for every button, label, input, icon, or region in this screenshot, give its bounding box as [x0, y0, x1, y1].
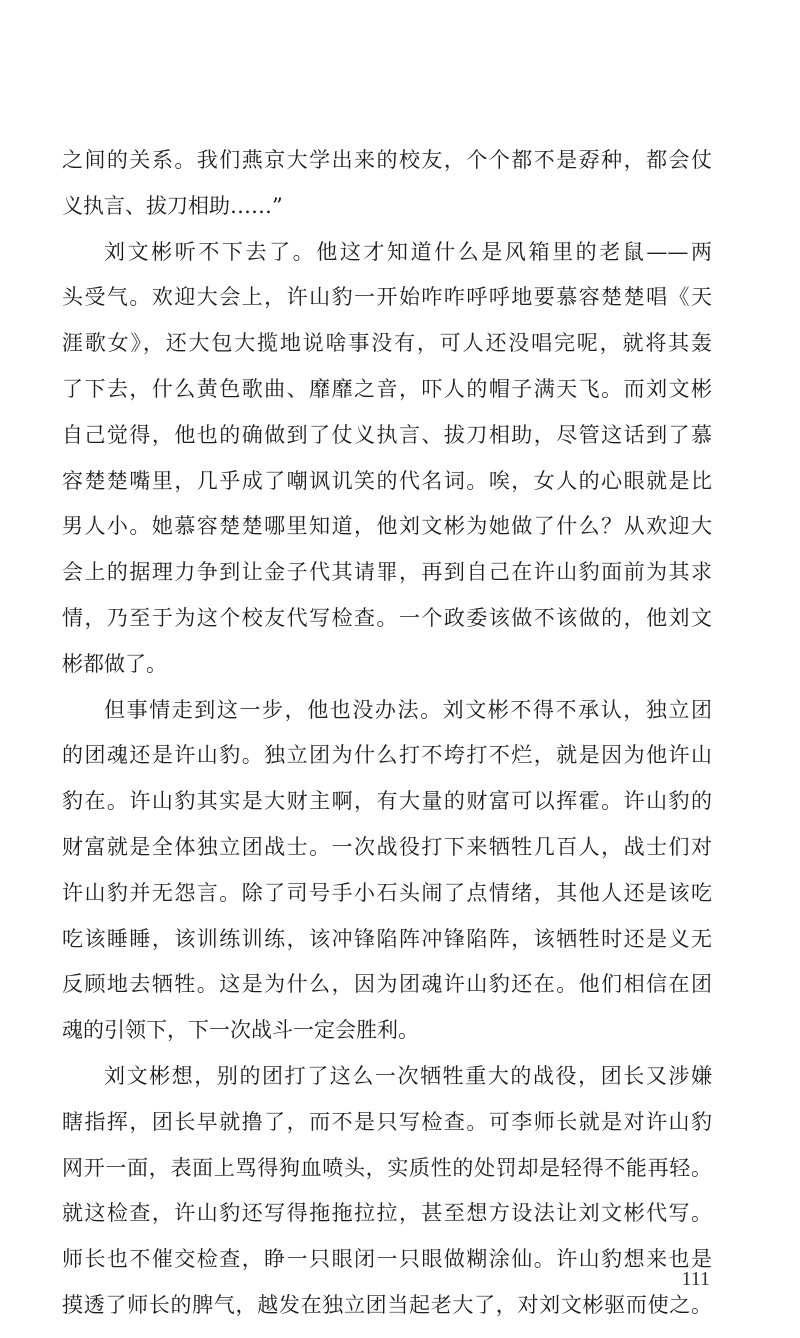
- text-line: 彬都做了。: [62, 651, 167, 676]
- text-line: 摸透了师长的脾气，越发在独立团当起老大了，对刘文彬驱而使之。: [62, 1292, 712, 1317]
- text-line: 了下去，什么黄色歌曲、靡靡之音，吓人的帽子满天飞。而刘文彬: [62, 376, 712, 401]
- text-line: 许山豹并无怨言。除了司号手小石头闹了点情绪，其他人还是该吃: [62, 880, 712, 905]
- text-line: 自己觉得，他也的确做到了仗义执言、拔刀相助，尽管这话到了慕: [62, 422, 712, 447]
- text-line: 魂的引领下，下一次战斗一定会胜利。: [62, 1018, 419, 1043]
- text-line: 头受气。欢迎大会上，许山豹一开始咋咋呼呼地要慕容楚楚唱《天: [62, 285, 712, 310]
- text-line: 涯歌女》，还大包大揽地说啥事没有，可人还没唱完呢，就将其轰: [62, 331, 712, 356]
- text-line: 吃该睡睡，该训练训练，该冲锋陷阵冲锋陷阵，该牺牲时还是义无: [62, 926, 712, 951]
- body-text: [62, 138, 712, 1329]
- text-line: 会上的据理力争到让金子代其请罪，再到自己在许山豹面前为其求: [62, 560, 712, 585]
- text-line: 刘文彬想，别的团打了这么一次牺牲重大的战役，团长又涉嫌: [104, 1063, 712, 1088]
- text-line: 男人小。她慕容楚楚哪里知道，他刘文彬为她做了什么？从欢迎大: [62, 514, 712, 539]
- text-line: 豹在。许山豹其实是大财主啊，有大量的财富可以挥霍。许山豹的: [62, 789, 712, 814]
- text-line: 反顾地去牺牲。这是为什么，因为团魂许山豹还在。他们相信在团: [62, 972, 712, 997]
- text-line: 之间的关系。我们燕京大学出来的校友，个个都不是孬种，都会仗: [62, 148, 712, 172]
- text-line: 瞎指挥，团长早就撸了，而不是只写检查。可李师长就是对许山豹: [62, 1109, 712, 1134]
- text-line: 刘文彬听不下去了。他这才知道什么是风箱里的老鼠——两: [104, 239, 712, 264]
- text-line: 就这检查，许山豹还写得拖拖拉拉，甚至想方设法让刘文彬代写。: [62, 1201, 712, 1226]
- text-line: 的团魂还是许山豹。独立团为什么打不垮打不烂，就是因为他许山: [62, 743, 712, 768]
- text-line: 义执言、拔刀相助……”: [62, 193, 283, 218]
- text-line: 容楚楚嘴里，几乎成了嘲讽讥笑的代名词。唉，女人的心眼就是比: [62, 468, 712, 493]
- text-line: 财富就是全体独立团战士。一次战役打下来牺牲几百人，战士们对: [62, 834, 712, 859]
- page-number: 111: [681, 1268, 710, 1290]
- text-line: 网开一面，表面上骂得狗血喷头，实质性的处罚却是轻得不能再轻。: [62, 1155, 712, 1180]
- text-line: 情，乃至于为这个校友代写检查。一个政委该做不该做的，他刘文: [62, 605, 712, 630]
- text-line: 师长也不催交检查，睁一只眼闭一只眼做糊涂仙。许山豹想来也是: [62, 1247, 712, 1272]
- text-line: 但事情走到这一步，他也没办法。刘文彬不得不承认，独立团: [104, 697, 712, 722]
